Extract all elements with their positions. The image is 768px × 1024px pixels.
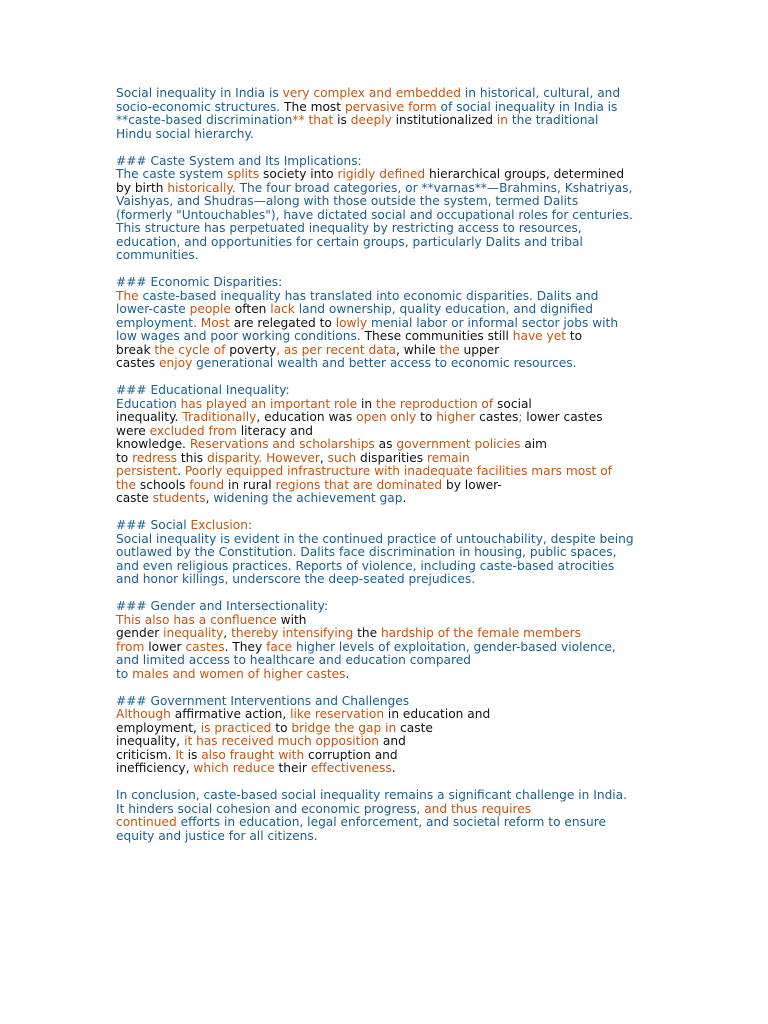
text-segment: (formerly "Untouchables"), have dictated social and occupational roles for centuries. [116, 207, 633, 222]
text-segment: Poorly equipped infrastructure with inadequate facilities mars most of [184, 464, 612, 478]
text-segment: historically [167, 180, 232, 195]
text-segment: land ownership, quality education, and dignified [294, 302, 593, 316]
text-line [116, 398, 656, 412]
text-line [116, 546, 656, 560]
text-line [116, 128, 656, 142]
text-line [116, 641, 656, 655]
paragraph [116, 384, 656, 506]
paragraph [116, 87, 656, 141]
text-segment: splits [227, 167, 260, 181]
text-segment: the [353, 626, 381, 640]
text-segment: pervasive form [344, 99, 437, 114]
text-segment: to [116, 666, 133, 681]
text-line [116, 209, 656, 223]
text-segment: to [416, 410, 437, 424]
text-line [116, 87, 656, 101]
text-segment: ** that [292, 113, 334, 127]
text-segment: like reservation [290, 707, 385, 721]
text-segment: castes [116, 356, 160, 370]
text-line [116, 749, 656, 763]
text-segment: Vaishyas, and Shudras—along with those outside the system, termed Dalits [116, 194, 579, 208]
text-segment: schools [136, 477, 190, 492]
text-segment: caste [396, 720, 433, 735]
text-segment: are relegated to [229, 315, 336, 330]
text-segment: students [152, 491, 206, 505]
text-line [116, 303, 656, 317]
text-segment: Social inequality in India is [116, 86, 283, 100]
text-segment: These communities still [360, 329, 513, 343]
text-segment: Although [116, 707, 171, 721]
text-line [116, 317, 656, 331]
text-segment: inequality [163, 626, 224, 640]
text-segment: regions that are dominated [275, 477, 443, 492]
text-line [116, 722, 656, 736]
text-segment: the [439, 342, 460, 357]
text-line [116, 708, 656, 722]
text-segment: enjoy [159, 356, 193, 370]
text-segment: open only [356, 410, 417, 424]
text-segment: education, and opportunities for certain groups, particularly Dalits and tribal [116, 234, 583, 249]
text-segment: society into [259, 167, 338, 181]
text-segment: thereby intensifying [231, 626, 354, 640]
text-segment: efforts in education, legal enforcement, and societal reform to ensure [176, 815, 606, 829]
text-segment: this [177, 450, 208, 465]
text-segment: such [327, 450, 357, 465]
text-segment: It [175, 747, 184, 762]
text-segment: it has received much opposition [184, 734, 380, 748]
text-segment: communities. [116, 248, 199, 262]
text-line [116, 195, 656, 209]
text-segment: in education and [384, 707, 491, 721]
text-segment: by lower- [442, 477, 502, 492]
text-segment: inefficiency, [116, 761, 194, 775]
text-segment: **caste-based discrimination [116, 113, 293, 127]
text-segment: menial labor or informal sector jobs with [367, 315, 619, 330]
text-segment: from [116, 639, 145, 654]
text-segment: hardship of the female members [380, 626, 581, 640]
text-segment: is practiced [200, 720, 272, 735]
text-segment: in rural [224, 477, 276, 492]
text-segment: the cycle of [154, 342, 226, 357]
text-segment: corruption and [304, 747, 398, 762]
text-line [116, 789, 656, 803]
text-segment: , while [396, 342, 440, 357]
text-segment: Hindu social hierarchy. [116, 126, 254, 141]
text-segment: upper [459, 342, 500, 357]
text-line [116, 830, 656, 844]
text-segment: widening the achievement gap [213, 491, 403, 505]
text-segment: which reduce [193, 761, 275, 775]
paragraph [116, 155, 656, 263]
text-line [116, 803, 656, 817]
text-segment: break [116, 342, 155, 357]
text-segment: continued [116, 815, 177, 829]
text-segment: to [566, 329, 583, 343]
text-segment: their [274, 761, 311, 775]
text-segment: affirmative action, [170, 707, 291, 721]
text-segment: lack [270, 302, 295, 316]
text-segment: . [345, 666, 350, 681]
text-segment: In conclusion, caste-based social inequality remains a significant challenge in India. [116, 788, 628, 802]
text-segment: The most [280, 99, 345, 114]
text-line [116, 668, 656, 682]
text-segment: remain [427, 450, 470, 465]
text-line [116, 425, 656, 439]
text-segment: castes [475, 410, 519, 424]
text-segment: the [116, 477, 137, 492]
text-segment: to [271, 720, 292, 735]
text-line [116, 560, 656, 574]
text-segment: ### Caste System and Its Implications: [116, 153, 362, 168]
paragraph [116, 600, 656, 681]
paragraph [116, 695, 656, 776]
text-line [116, 168, 656, 182]
text-segment: has played an important role [180, 396, 358, 411]
text-segment: Reservations and scholarships [189, 437, 375, 451]
paragraph [116, 519, 656, 587]
text-segment: also fraught with [201, 747, 305, 762]
text-segment: , [223, 626, 232, 640]
text-segment: socio-economic structures. [116, 99, 281, 114]
text-segment: very complex and embedded [282, 86, 462, 100]
text-segment: criticism. [116, 747, 176, 762]
text-segment: . The four broad categories, or **varnas**—Brahmins, Kshatriyas, [231, 180, 633, 195]
text-segment: face [266, 639, 293, 654]
text-line [116, 344, 656, 358]
text-segment: The [116, 288, 139, 303]
text-line [116, 600, 656, 614]
text-segment: and thus requires [424, 801, 532, 816]
paragraph [116, 789, 656, 843]
text-segment: ### Gender and Intersectionality: [116, 599, 329, 613]
text-segment: ### Educational Inequality: [116, 383, 290, 397]
text-line [116, 290, 656, 304]
text-segment: equity and justice for all citizens. [116, 828, 318, 843]
text-segment: inequality, [116, 734, 185, 748]
text-line [116, 573, 656, 587]
text-line [116, 654, 656, 668]
text-segment: bridge the gap in [291, 720, 397, 735]
text-segment: is [333, 113, 351, 127]
text-segment: and limited access to healthcare and education compared [116, 653, 471, 667]
text-segment: government policies [396, 437, 521, 451]
text-segment: employment. [116, 315, 201, 330]
text-segment: . [391, 761, 396, 775]
text-segment: lowly [335, 315, 368, 330]
text-segment: employment, [116, 720, 201, 735]
text-line [116, 533, 656, 547]
text-segment: and [379, 734, 406, 748]
text-segment: gender [116, 626, 164, 640]
text-segment: ### Economic Disparities: [116, 275, 283, 289]
text-segment: low wages and poor working conditions. [116, 329, 361, 343]
text-segment: It hinders social cohesion and economic progress, [116, 801, 425, 816]
text-line [116, 452, 656, 466]
text-segment: disparities [356, 450, 428, 465]
text-segment: higher [436, 410, 476, 424]
paragraph [116, 276, 656, 371]
text-segment: institutionalized [391, 113, 497, 127]
text-segment: in [496, 113, 509, 127]
text-segment: and even religious practices. Reports of violence, including caste-based atrocities [116, 558, 615, 573]
text-segment: lower castes [522, 410, 603, 424]
text-segment: rigidly defined [337, 167, 426, 181]
text-segment: found [189, 477, 225, 492]
text-segment: This also has a confluence [116, 612, 277, 627]
text-segment: effectiveness [310, 761, 392, 775]
text-segment: Exclusion [190, 518, 248, 532]
text-segment: . [177, 464, 185, 478]
text-segment: , [205, 491, 214, 505]
text-segment: ### Government Interventions and Challenges [116, 693, 410, 708]
text-line [116, 357, 656, 371]
text-segment: generational wealth and better access to economic resources. [192, 356, 577, 370]
text-line [116, 627, 656, 641]
text-line [116, 155, 656, 169]
text-line [116, 492, 656, 506]
text-line [116, 519, 656, 533]
text-line [116, 762, 656, 776]
text-segment: the traditional [508, 113, 599, 127]
text-line [116, 735, 656, 749]
text-line [116, 438, 656, 452]
text-segment: caste-based inequality has translated into economic disparities. Dalits and [138, 288, 599, 303]
text-segment: castes [185, 639, 225, 654]
text-line [116, 479, 656, 493]
text-segment: Education [116, 396, 181, 411]
text-segment: have yet [512, 329, 567, 343]
text-segment: in historical, cultural, and [461, 86, 621, 100]
text-segment: were [116, 423, 150, 438]
text-segment: poverty [225, 342, 277, 357]
text-segment: in [357, 396, 376, 411]
text-segment: literacy and [236, 423, 314, 438]
text-segment: , as per recent data [276, 342, 396, 357]
text-line [116, 222, 656, 236]
text-segment: persistent [116, 464, 178, 478]
text-line [116, 236, 656, 250]
text-segment: of social inequality in India is [436, 99, 618, 114]
text-segment: ### Social [116, 518, 191, 532]
text-segment: hierarchical groups, determined [425, 167, 625, 181]
text-segment: disparity. However [207, 450, 320, 465]
text-segment: lower [144, 639, 186, 654]
text-line [116, 614, 656, 628]
text-segment: the reproduction of [376, 396, 494, 411]
text-segment: , [319, 450, 328, 465]
text-segment: knowledge. [116, 437, 190, 451]
text-line [116, 330, 656, 344]
text-line [116, 182, 656, 196]
text-segment: higher levels of exploitation, gender-based violence, [292, 639, 616, 654]
text-segment: . [402, 491, 407, 505]
text-segment: This structure has perpetuated inequality by restricting access to resources, [116, 221, 582, 235]
text-segment: and honor killings, underscore the deep-seated prejudices. [116, 572, 476, 586]
text-segment: with [276, 612, 307, 627]
text-segment: Most [200, 315, 230, 330]
text-segment: as [374, 437, 397, 451]
text-segment: by birth [116, 180, 168, 195]
text-segment: ; [518, 410, 523, 424]
text-line [116, 249, 656, 263]
text-segment: , education was [256, 410, 357, 424]
text-segment: males and women of higher castes [132, 666, 346, 681]
text-line [116, 101, 656, 115]
text-line [116, 695, 656, 709]
text-segment: social [493, 396, 532, 411]
text-line [116, 276, 656, 290]
text-segment: lower-caste [116, 302, 190, 316]
text-segment: to [116, 450, 133, 465]
text-segment: is [183, 747, 202, 762]
text-segment: Social inequality is evident in the continued practice of untouchability, despite being [116, 531, 634, 546]
text-segment: Traditionally [182, 410, 257, 424]
text-segment: : [247, 518, 253, 532]
text-segment: outlawed by the Constitution. Dalits face discrimination in housing, public spaces, [116, 545, 617, 559]
document-body [116, 87, 656, 857]
text-segment: aim [520, 437, 548, 451]
text-segment: inequality. [116, 410, 183, 424]
text-segment: people [189, 302, 231, 316]
text-line [116, 411, 656, 425]
text-segment: The caste system [116, 167, 228, 181]
text-line [116, 384, 656, 398]
text-segment: often [230, 302, 271, 316]
text-segment: redress [132, 450, 178, 465]
text-segment: deeply [350, 113, 392, 127]
text-segment: . They [224, 639, 267, 654]
text-line [116, 816, 656, 830]
text-line [116, 465, 656, 479]
text-line [116, 114, 656, 128]
text-segment: excluded from [149, 423, 237, 438]
text-segment: caste [116, 491, 153, 505]
